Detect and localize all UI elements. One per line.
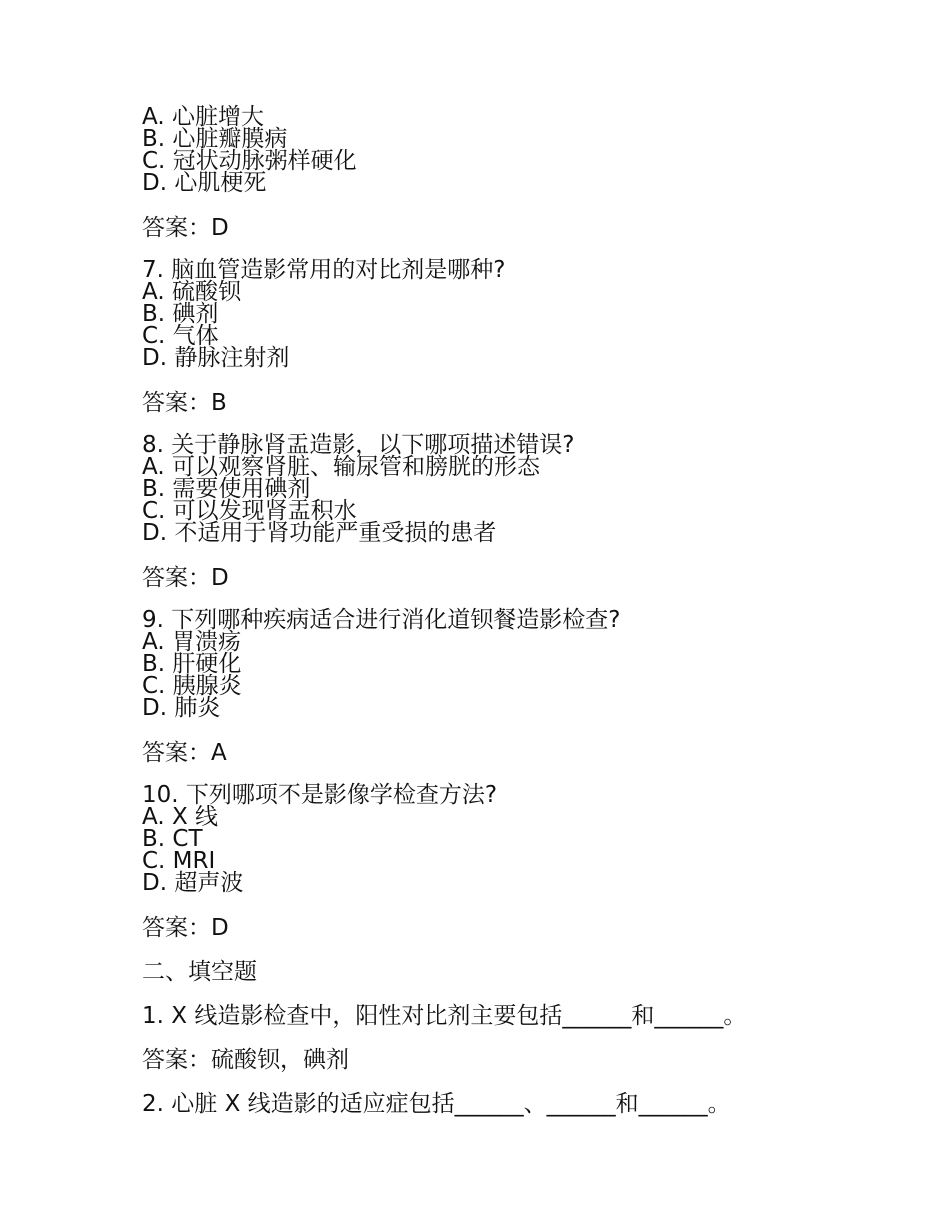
question-text: 8. 关于静脉肾盂造影，以下哪项描述错误?: [142, 432, 575, 458]
option-d: D. 超声波: [142, 870, 244, 896]
option-d: D. 不适用于肾功能严重受损的患者: [142, 520, 497, 546]
option-c: C. 冠状动脉粥样硬化: [142, 148, 357, 174]
option-c: C. 胰腺炎: [142, 673, 242, 699]
fill-question-2: 2. 心脏 X 线造影的适应症包括______、______和______。: [142, 1091, 731, 1117]
document-page: [142, 106, 922, 1135]
option-a: A. 胃溃疡: [142, 629, 241, 655]
question-7: [142, 259, 922, 369]
question-10-answer: 答案：D: [142, 915, 229, 941]
question-8-answer: 答案：D: [142, 565, 229, 591]
option-b: B. 碘剂: [142, 301, 219, 327]
question-6-options: [142, 106, 922, 194]
option-b: B. 需要使用碘剂: [142, 476, 311, 502]
option-a: A. 心脏增大: [142, 104, 264, 130]
question-text: 7. 脑血管造影常用的对比剂是哪种?: [142, 257, 506, 283]
option-a: A. X 线: [142, 804, 219, 830]
option-b: B. 肝硬化: [142, 651, 242, 677]
question-9-answer: 答案：A: [142, 740, 227, 766]
option-a: A. 可以观察肾脏、输尿管和膀胱的形态: [142, 454, 540, 480]
option-c: C. 可以发现肾盂积水: [142, 498, 357, 524]
fill-question-1: 1. X 线造影检查中，阳性对比剂主要包括______和______。: [142, 1003, 747, 1029]
question-10: [142, 784, 922, 894]
option-b: B. 心脏瓣膜病: [142, 126, 288, 152]
question-text: 9. 下列哪种疾病适合进行消化道钡餐造影检查?: [142, 607, 621, 633]
option-c: C. 气体: [142, 323, 219, 349]
section-heading: 二、填空题: [142, 959, 257, 985]
question-9: [142, 609, 922, 719]
question-text: 10. 下列哪项不是影像学检查方法?: [142, 782, 498, 808]
question-7-answer: 答案：B: [142, 390, 227, 416]
option-d: D. 静脉注射剂: [142, 345, 290, 371]
fill-question-1-answer: 答案：硫酸钡，碘剂: [142, 1047, 349, 1073]
question-6-answer: 答案：D: [142, 215, 229, 241]
option-c: C. MRI: [142, 848, 216, 874]
option-b: B. CT: [142, 826, 203, 852]
option-d: D. 心肌梗死: [142, 170, 267, 196]
option-d: D. 肺炎: [142, 695, 221, 721]
question-8: [142, 434, 922, 544]
option-a: A. 硫酸钡: [142, 279, 241, 305]
